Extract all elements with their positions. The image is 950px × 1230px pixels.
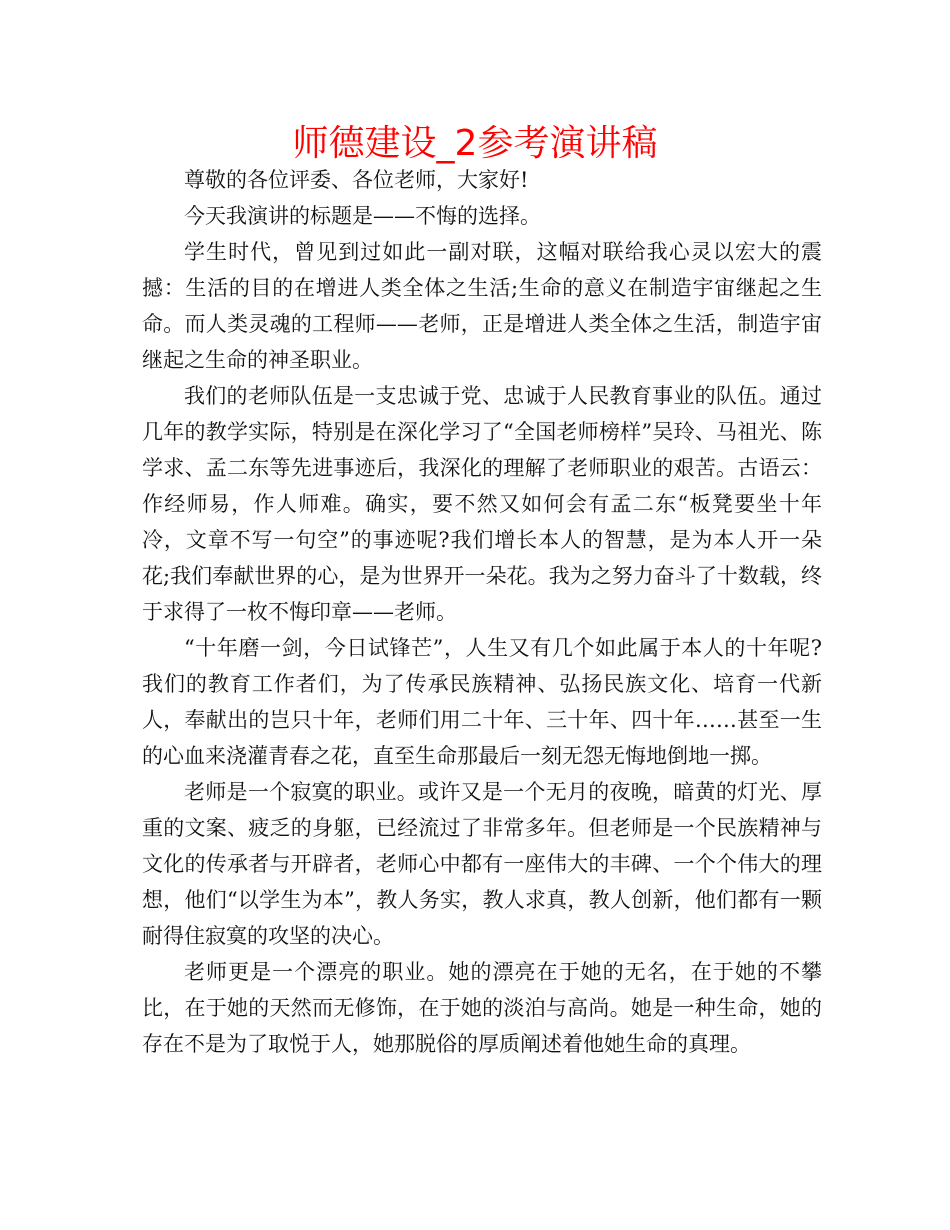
paragraph-ten-years: “十年磨一剑，今日试锋芒”，人生又有几个如此属于本人的十年呢?我们的教育工作者们，为了传承民族精神、弘扬民族文化、培育一代新人，奉献出的岂只十年，老师们用二十年、三十年、四十年……甚至一生的心血来浇灌青春之花，直至生命那最后一刻无怨无悔地倒地一掷。 <box>142 636 822 768</box>
document-title: 师德建设_2参考演讲稿 <box>292 123 658 164</box>
paragraph-greeting: 尊敬的各位评委、各位老师，大家好! <box>184 168 529 192</box>
paragraph-topic: 今天我演讲的标题是——不悔的选择。 <box>184 204 541 228</box>
document-body <box>142 162 822 1062</box>
paragraph-lonely-profession: 老师是一个寂寞的职业。或许又是一个无月的夜晚，暗黄的灯光、厚重的文案、疲乏的身躯，已经流过了非常多年。但老师是一个民族精神与文化的传承者与开辟者，老师心中都有一座伟大的丰碑、一个个伟大的理想，他们“以学生为本”，教人务实，教人求真，教人创新，他们都有一颗耐得住寂寞的攻坚的决心。 <box>142 780 822 948</box>
paragraph-teacher-team: 我们的老师队伍是一支忠诚于党、忠诚于人民教育事业的队伍。通过几年的教学实际，特别是在深化学习了“全国老师榜样”吴玲、马祖光、陈学求、孟二东等先进事迹后，我深化的理解了老师职业的艰苦。古语云：作经师易，作人师难。确实，要不然又如何会有孟二东“板凳要坐十年冷，文章不写一句空”的事迹呢?我们增长本人的智慧，是为本人开一朵花;我们奉献世界的心，是为世界开一朵花。我为之努力奋斗了十数载，终于求得了一枚不悔印章——老师。 <box>142 384 822 624</box>
paragraph-beautiful-profession: 老师更是一个漂亮的职业。她的漂亮在于她的无名，在于她的不攀比，在于她的天然而无修饰，在于她的淡泊与高尚。她是一种生命，她的存在不是为了取悦于人，她那脱俗的厚质阐述着他她生命的真理。 <box>142 960 822 1056</box>
paragraph-couplet: 学生时代，曾见到过如此一副对联，这幅对联给我心灵以宏大的震撼：生活的目的在增进人类全体之生活;生命的意义在制造宇宙继起之生命。而人类灵魂的工程师——老师，正是增进人类全体之生活，制造宇宙继起之生命的神圣职业。 <box>142 240 822 372</box>
